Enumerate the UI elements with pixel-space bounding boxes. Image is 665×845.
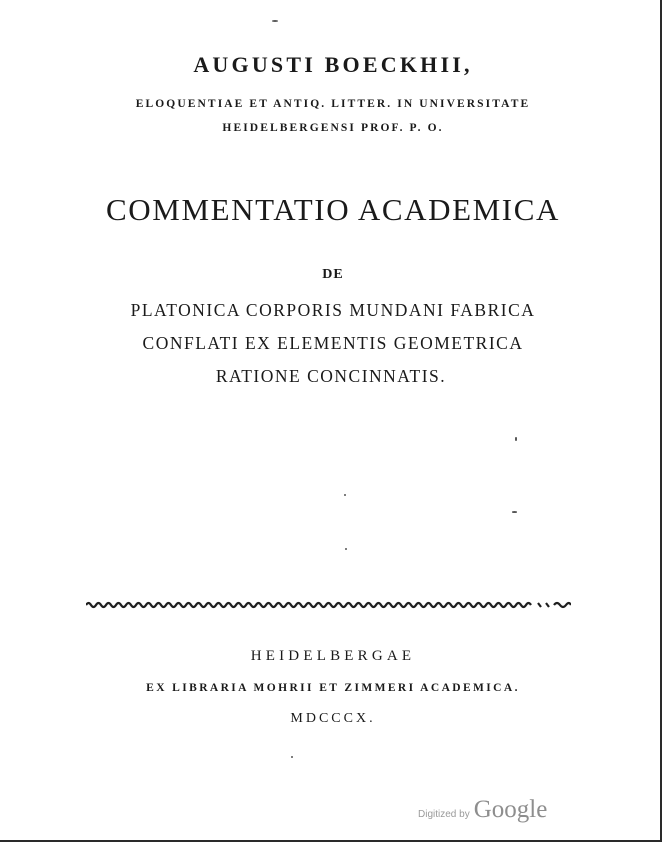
google-logo: Google [473,796,548,823]
watermark-prefix: Digitized by [418,809,470,820]
affiliation-line-2: HEIDELBERGENSI PROF. P. O. [222,122,444,134]
speck [291,756,293,758]
imprint-publisher: EX LIBRARIA MOHRII ET ZIMMERI ACADEMICA. [146,682,520,694]
main-title: COMMENTATIO ACADEMICA [106,192,560,227]
speck [345,548,347,550]
author-name: AUGUSTI BOECKHII, [193,52,473,77]
digitized-watermark [418,796,547,824]
imprint-city: HEIDELBERGAE [250,648,416,664]
imprint-year: MDCCCX. [290,711,376,726]
speck [344,494,346,496]
affiliation-line-1: ELOQUENTIAE ET ANTIQ. LITTER. IN UNIVERSITATE [135,98,531,110]
speck [515,437,517,441]
subtitle-line-2: CONFLATI EX ELEMENTIS GEOMETRICA [142,333,524,353]
speck [512,511,517,513]
subtitle-line-1: PLATONICA CORPORIS MUNDANI FABRICA [130,300,536,320]
subtitle-line-3: RATIONE CONCINNATIS. [215,366,447,386]
speck [272,20,278,22]
ornamental-rule [86,599,571,611]
preposition: DE [322,267,344,282]
